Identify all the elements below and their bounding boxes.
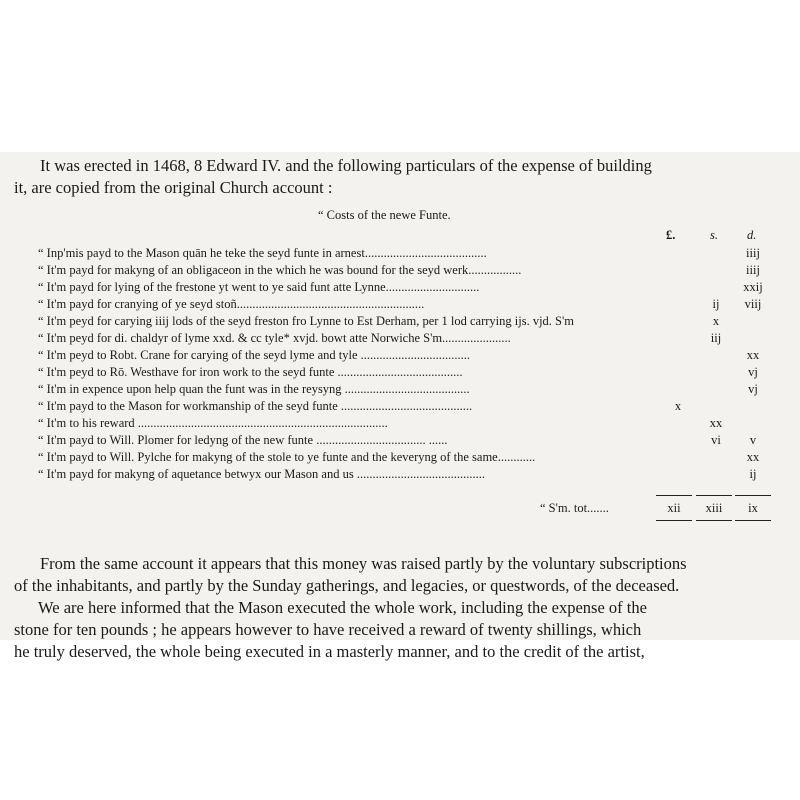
cost-item-pence: ij bbox=[749, 467, 757, 481]
cost-item-pence: iiij bbox=[746, 246, 760, 260]
costs-title: “ Costs of the newe Funte. bbox=[318, 208, 451, 222]
cost-item-text: “ It'm peyd for di. chaldyr of lyme xxd. & cc tyle* xvjd. bowt atte Norwiche S'm...................... bbox=[38, 331, 511, 345]
cost-item-shillings: ij bbox=[712, 297, 720, 311]
cost-item-text: “ It'm payd for makyng of an obligaceon in the which he was bound for the seyd werk................. bbox=[38, 263, 522, 277]
cost-item-pence: v bbox=[749, 433, 757, 447]
column-header-pounds: £. bbox=[666, 228, 676, 242]
cost-item-text: “ It'm in expence upon help quan the funt was in the reysyng ........................................ bbox=[38, 382, 470, 396]
total-rule-pounds bbox=[656, 495, 692, 496]
cost-item-pence: viij bbox=[744, 297, 762, 311]
total-rule-shillings bbox=[696, 495, 732, 496]
total-pounds: xii bbox=[667, 501, 681, 515]
column-header-pence: d. bbox=[747, 228, 757, 242]
cost-item-text: “ It'm peyd to Rō. Westhave for iron work to the seyd funte ........................................ bbox=[38, 365, 463, 379]
body-line-2: of the inhabitants, and partly by the Sunday gatherings, and legacies, or questwords, of the deceased. bbox=[14, 575, 680, 595]
cost-item-text: “ It'm payd for makyng of aquetance betwyx our Mason and us ......................................... bbox=[38, 467, 485, 481]
cost-item-pence: xx bbox=[746, 348, 760, 362]
cost-item-text: “ It'm payd to Will. Pylche for makyng of the stole to ye funte and the keveryng of the same............ bbox=[38, 450, 536, 464]
cost-item-text: “ It'm payd for cranying of ye seyd stoñ............................................................ bbox=[38, 297, 425, 311]
cost-item-pence: vj bbox=[748, 365, 758, 379]
document-page bbox=[0, 152, 800, 661]
cost-item-pence: vj bbox=[748, 382, 758, 396]
cost-item-text: “ Inp'mis payd to the Mason quān he teke the seyd funte in arnest....................................... bbox=[38, 246, 487, 260]
cost-item-text: “ It'm peyd for carying iiij lods of the seyd freston fro Lynne to Est Derham, per 1 lod carrying ijs. vjd. S'm bbox=[38, 314, 574, 328]
cost-item-text: “ It'm peyd to Robt. Crane for carying of the seyd lyme and tyle ................................... bbox=[38, 348, 471, 362]
total-shillings: xiii bbox=[705, 501, 723, 515]
cost-item-pence: xxij bbox=[743, 280, 763, 294]
total-rule-pence bbox=[735, 495, 771, 496]
column-header-shillings: s. bbox=[710, 228, 718, 242]
body-line-4: stone for ten pounds ; he appears however to have received a reward of twenty shillings, which bbox=[14, 619, 642, 639]
total-label: “ S'm. tot....... bbox=[540, 501, 609, 515]
intro-line-2: it, are copied from the original Church account : bbox=[14, 178, 333, 197]
cost-item-text: “ It'm payd for lying of the frestone yt went to ye said funt atte Lynne.............................. bbox=[38, 280, 480, 294]
cost-item-text: “ It'm to his reward ................................................................................ bbox=[38, 416, 388, 430]
body-line-1: From the same account it appears that this money was raised partly by the voluntary subscriptions bbox=[40, 553, 687, 573]
cost-item-text: “ It'm payd to the Mason for workmanship of the seyd funte .......................................... bbox=[38, 399, 473, 413]
cost-item-shillings: x bbox=[712, 314, 720, 328]
cost-item-shillings: xx bbox=[709, 416, 723, 430]
cost-item-shillings: iij bbox=[710, 331, 722, 345]
intro-line-1: It was erected in 1468, 8 Edward IV. and the following particulars of the expense of building bbox=[40, 156, 652, 175]
body-line-3: We are here informed that the Mason executed the whole work, including the expense of the bbox=[38, 597, 647, 617]
total-underline-pence bbox=[735, 520, 771, 521]
cost-item-text: “ It'm payd to Will. Plomer for ledyng of the new funte ................................... ...... bbox=[38, 433, 448, 447]
total-pence: ix bbox=[748, 501, 758, 515]
cost-item-shillings: vi bbox=[711, 433, 721, 447]
cost-item-pence: xx bbox=[746, 450, 760, 464]
total-underline-shillings bbox=[696, 520, 732, 521]
cost-item-pounds: x bbox=[674, 399, 682, 413]
cost-item-pence: iiij bbox=[746, 263, 760, 277]
total-underline-pounds bbox=[656, 520, 692, 521]
body-line-5: he truly deserved, the whole being executed in a masterly manner, and to the credit of the artist, bbox=[14, 641, 645, 661]
